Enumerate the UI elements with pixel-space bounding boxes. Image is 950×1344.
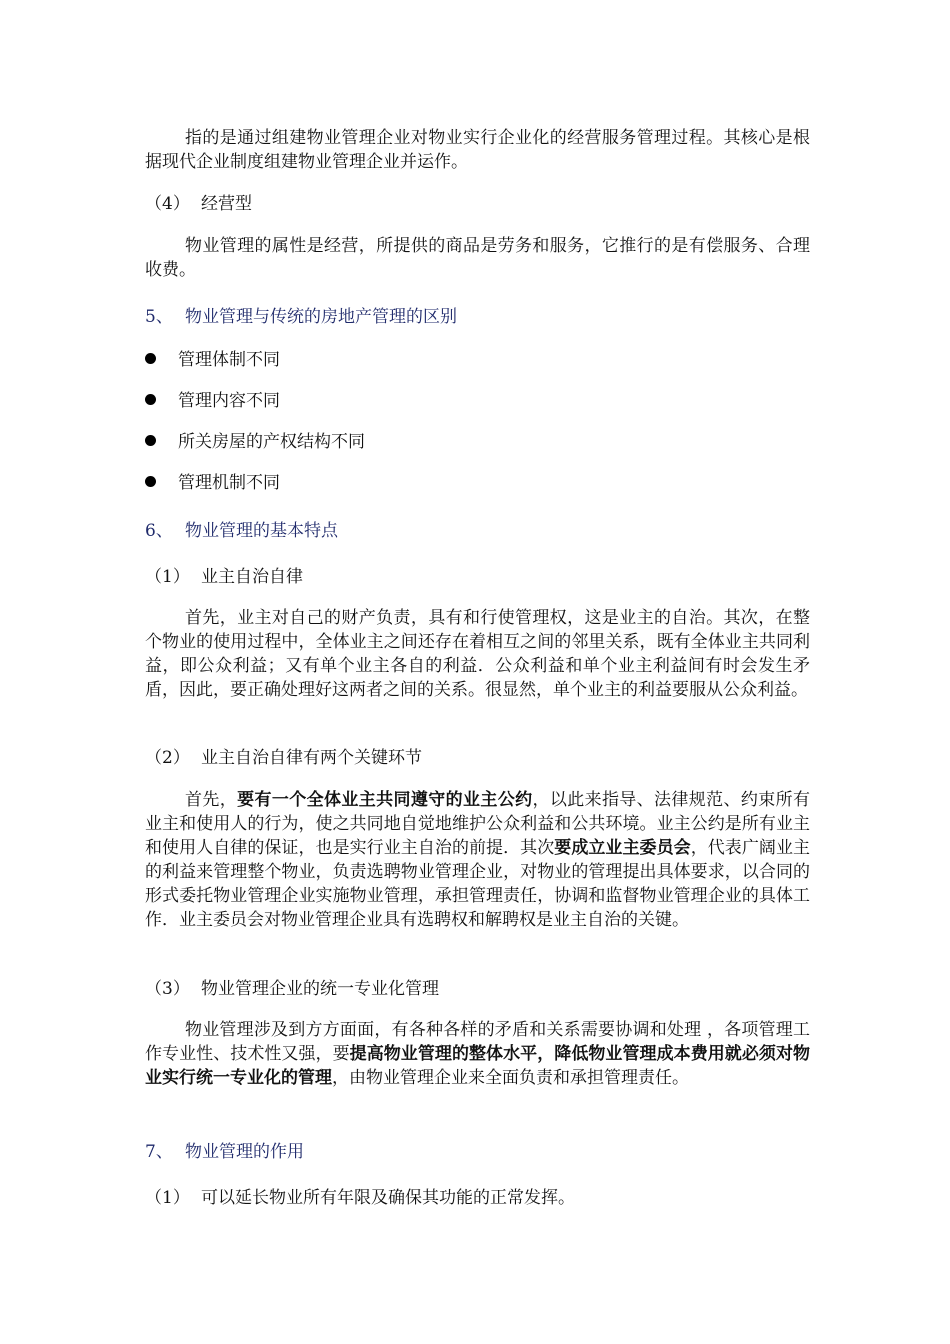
bold-run-owners-convention: 要有一个全体业主共同遵守的业主公约 (237, 790, 533, 810)
heading-7 (145, 1140, 810, 1164)
text-run: ，由物业管理企业来全面负责和承担管理责任。 (332, 1068, 689, 1088)
bold-run-unified-management: 提高物业管理的整体水平，降低物业管理成本费用就必须对物业实行统一专业化的管理 (145, 1044, 811, 1088)
bullet-text: 管理体制不同 (178, 350, 280, 370)
paragraph-business: 物业管理的属性是经营，所提供的商品是劳务和服务，它推行的是有偿服务、合理收费。 (145, 236, 810, 280)
heading-number: 7、 (145, 1142, 173, 1162)
subheading-1 (145, 565, 810, 589)
paragraph-enterprise: 指的是通过组建物业管理企业对物业实行企业化的经营服务管理过程。其核心是根据现代企业制度组建物业管理企业并运作。 (145, 128, 810, 172)
subheading-label: 业主自治自律 (201, 567, 303, 587)
bullet-dot-icon (145, 353, 156, 364)
subheading-3 (145, 977, 810, 1001)
bullet-item (145, 389, 280, 413)
text-run: 首先， (185, 790, 238, 810)
subheading-label: 可以延长物业所有年限及确保其功能的正常发挥。 (201, 1188, 575, 1208)
heading-label: 物业管理的作用 (185, 1142, 304, 1162)
bullet-dot-icon (145, 394, 156, 405)
paragraph-key-links (145, 788, 810, 932)
heading-5 (145, 305, 810, 329)
subheading-label: 物业管理企业的统一专业化管理 (201, 979, 439, 999)
subheading-number: （1） (145, 567, 190, 587)
bullet-text: 管理机制不同 (178, 473, 280, 493)
bullet-dot-icon (145, 476, 156, 487)
subheading-4 (145, 192, 810, 216)
text-run: 物业管理涉及到方方面面，有各种各样的矛盾和关系需要协调和处理 ，各项管理工作专业性、技术性又强，要 (145, 1020, 810, 1064)
subheading-number: （2） (145, 748, 190, 768)
heading-label: 物业管理与传统的房地产管理的区别 (185, 307, 457, 327)
subheading-7-1 (145, 1186, 810, 1210)
subheading-2 (145, 746, 810, 770)
subheading-number: （4） (145, 194, 190, 214)
heading-number: 6、 (145, 521, 173, 541)
bullet-item (145, 471, 280, 495)
bold-run-owners-committee: 要成立业主委员会 (554, 838, 691, 858)
heading-label: 物业管理的基本特点 (185, 521, 338, 541)
subheading-number: （1） (145, 1188, 190, 1208)
heading-number: 5、 (145, 307, 173, 327)
text-run: ，代表广阔业主的利益来管理整个物业，负责选聘物业管理企业，对物业的管理提出具体要求，以合同的形式委托物业管理企业实施物业管理，承担管理责任，协调和监督物业管理企业的具体工作．业主委员会对物业管理企业具有选聘权和解聘权是业主自治的关键。 (145, 838, 811, 930)
bullet-text: 所关房屋的产权结构不同 (178, 432, 365, 452)
text-run: ，以此来指导、法律规范、约束所有业主和使用人的行为，使之共同地自觉地维护公众利益和公共环境。业主公约是所有业主和使用人自律的保证，也是实行业主自治的前提．其次 (145, 790, 811, 858)
subheading-label: 经营型 (201, 194, 252, 214)
paragraph-self-governance: 首先，业主对自己的财产负责，具有和行使管理权，这是业主的自治。其次，在整个物业的使用过程中，全体业主之间还存在着相互之间的邻里关系，既有全体业主共同利益，即公众利益；又有单个业主各自的利益．公众利益和单个业主利益间有时会发生矛盾，因此，要正确处理好这两者之间的关系。很显然，单个业主的利益要服从公众利益。 (145, 608, 810, 700)
paragraph-professional-management (145, 1018, 810, 1090)
heading-6 (145, 519, 810, 543)
bullet-text: 管理内容不同 (178, 391, 280, 411)
bullet-item (145, 348, 280, 372)
subheading-label: 业主自治自律有两个关键环节 (201, 748, 422, 768)
bullet-dot-icon (145, 435, 156, 446)
bullet-item (145, 430, 365, 454)
subheading-number: （3） (145, 979, 190, 999)
